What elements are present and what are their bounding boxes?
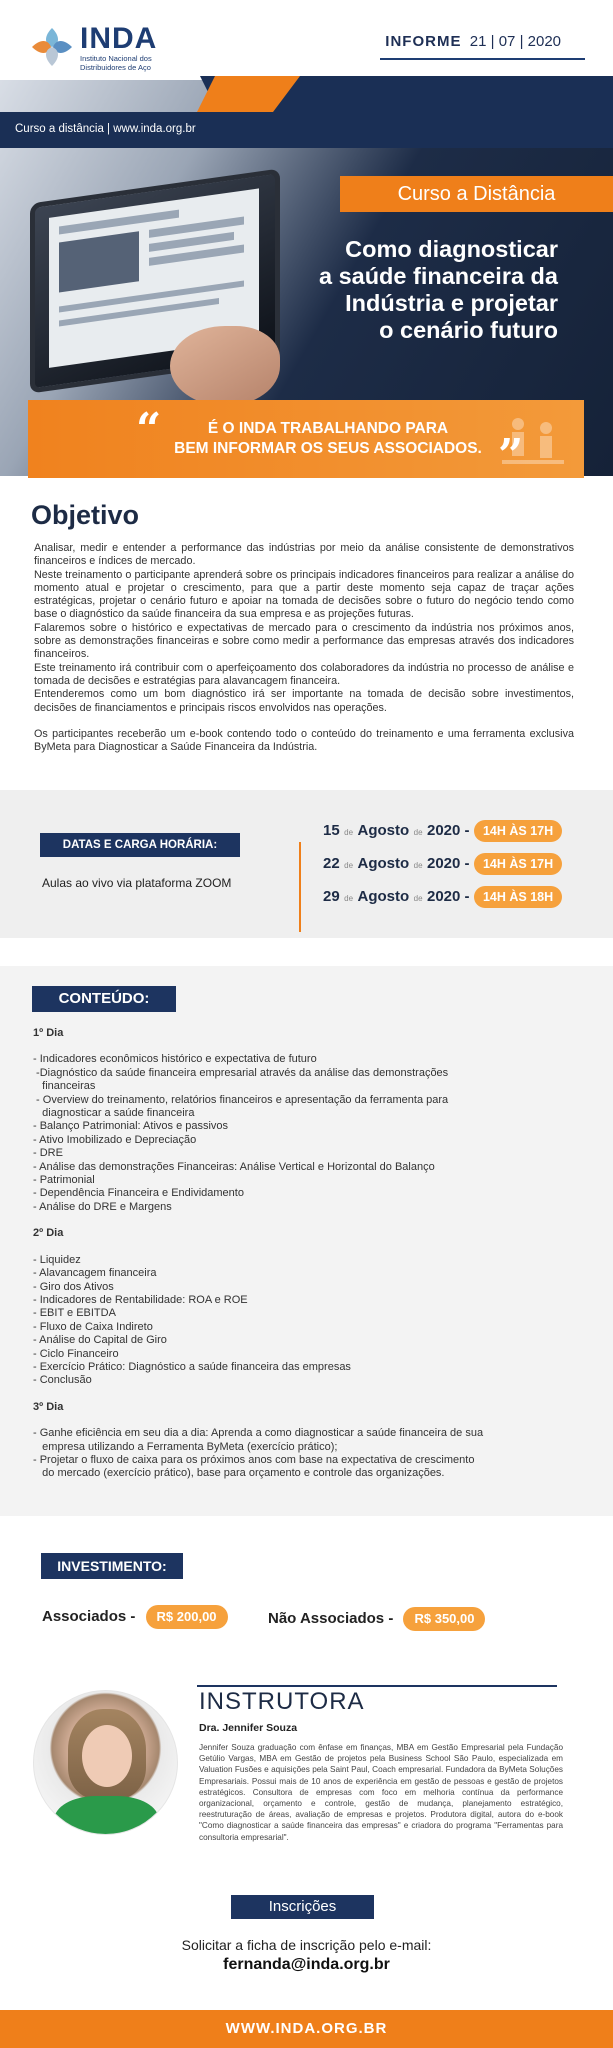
date-year: 2020 - [426, 822, 470, 840]
hero-title-line: o cenário futuro [379, 317, 558, 343]
header [0, 0, 613, 80]
hero-title [250, 236, 558, 344]
objetivo-paragraph: Falaremos sobre o histórico e expectativas de mercado para o crescimento da indústria nos próximos anos, sobre as demonstrações financeiras e sobre como medir a performance das empresas através dos indicadores financeiros. [34, 621, 574, 661]
motto-banner [28, 400, 584, 481]
non-associates-price-pill: R$ 350,00 [403, 1607, 485, 1631]
date-de: de [344, 828, 354, 838]
dates-divider [299, 842, 301, 932]
day-title: 2º Dia [33, 1227, 64, 1240]
motto-text [138, 419, 518, 459]
date-month: Agosto [357, 888, 410, 906]
list-item: - Alavancagem financeira [33, 1267, 157, 1280]
date-year: 2020 - [426, 888, 470, 906]
registration-email-link[interactable]: fernanda@inda.org.br [223, 1956, 390, 1973]
registration-tag: Inscrições [231, 1895, 374, 1919]
list-item: - Dependência Financeira e Endividamento [33, 1187, 244, 1200]
non-associates-label: Não Associados - [268, 1609, 394, 1627]
date-de: de [344, 894, 354, 904]
date-month: Agosto [357, 855, 410, 873]
list-item: - Giro dos Ativos [33, 1280, 114, 1293]
list-item: - Fluxo de Caixa Indireto [33, 1320, 153, 1333]
content-section [0, 966, 613, 1516]
instructor-photo [33, 1690, 178, 1835]
day-title: 3º Dia [33, 1400, 64, 1413]
list-item: - Ciclo Financeiro [33, 1347, 119, 1360]
registration-text: Solicitar a ficha de inscrição pelo e-mail: [181, 1937, 432, 1953]
dates-section [0, 790, 613, 938]
objetivo-paragraph: Analisar, medir e entender a performance das indústrias por meio da análise consistente de demonstrativos financeiros e índices de mercado. [34, 542, 574, 568]
close-quote-icon: ” [498, 430, 524, 481]
content-tag: CONTEÚDO: [32, 986, 176, 1012]
list-item: -Diagnóstico da saúde financeira empresarial através da análise das demonstrações [33, 1066, 449, 1079]
hero-title-line: Como diagnosticar [345, 236, 558, 262]
day-title: 1º Dia [33, 1027, 64, 1039]
list-item: - Overview do treinamento, relatórios financeiros e apresentação da ferramenta para [33, 1093, 449, 1106]
open-quote-icon: “ [136, 404, 162, 455]
associates-price-pill: R$ 200,00 [146, 1605, 228, 1629]
date-row [323, 886, 562, 908]
date-de: de [344, 861, 354, 871]
time-pill: 14H ÀS 17H [474, 820, 562, 842]
list-item: - Indicadores econômicos histórico e expectativa de futuro [33, 1053, 317, 1066]
list-item: - Projetar o fluxo de caixa para os próximos anos com base na expectativa de crescimento [33, 1453, 475, 1466]
date-year: 2020 - [426, 855, 470, 873]
list-item: - Ganhe eficiência em seu dia a dia: Aprenda a como diagnosticar a saúde financeira de sua [33, 1427, 484, 1440]
list-item: - Análise do DRE e Margens [33, 1200, 172, 1213]
hero-bar-text[interactable]: Curso a distância | www.inda.org.br [15, 123, 196, 135]
date-month: Agosto [357, 822, 410, 840]
list-item: - Liquidez [33, 1253, 81, 1266]
date-day: 22 [323, 855, 340, 873]
list-item: - Análise das demonstrações Financeiras: Análise Vertical e Horizontal do Balanço [33, 1160, 435, 1173]
objetivo-paragraph: Neste treinamento o participante aprenderá sobre os principais indicadores financeiros para realizar a análise do momento atual e projetar o crescimento, para que a partir deste momento seja capaz de traçar ações estratégicas, projetar o cenário futuro e apoiar na tomada de decisões sobre o futuro do negócio tendo como base o diagnóstico da saúde financeira da sua empresa e as projeções futuras. [34, 568, 574, 621]
list-item: - Patrimonial [33, 1174, 95, 1187]
list-item: - Balanço Patrimonial: Ativos e passivos [33, 1120, 229, 1133]
list-item: - EBIT e EBITDA [33, 1307, 116, 1320]
associates-label: Associados - [42, 1607, 136, 1625]
instructor-bio: Jennifer Souza graduação com ênfase em finanças, MBA em Gestão Empresarial pela Fundação Getúlio Vargas, MBA em Gestão de projetos pela Business School São Paulo, especializada em Valuation Fusões e aquisições pela Saint Paul, Coach empresarial. Fundadora da ByMeta Soluções Empresariais. Possui mais de 10 anos de experiência em gestão de pessoas e gestão de projetos estratégicos. Consultora de empresas com foco em melhoria contínua da performance organizacional, orçamento e controle, gestão de mudança, planejamento estratégico, reestruturação de áreas, avaliação de empresas e projetos. Produtora digital, autora do e-book "Como diagnosticar a saúde financeira das empresas" e criadora do programa "Ferramentas para consultoria empresarial". [199, 1743, 563, 1842]
list-item: - Conclusão [33, 1374, 92, 1387]
org-subtitle: Instituto Nacional dos Distribuidores de Aço [80, 54, 152, 72]
instructor-divider [197, 1685, 557, 1687]
time-pill: 14H ÀS 18H [474, 886, 562, 908]
header-divider [380, 58, 585, 60]
date-row [323, 820, 562, 842]
investment-tag: INVESTIMENTO: [41, 1553, 183, 1579]
informe-date: 21 | 07 | 2020 [469, 33, 561, 50]
motto-line: É O INDA TRABALHANDO PARA [207, 420, 449, 437]
objetivo-body [34, 542, 574, 754]
date-day: 15 [323, 822, 340, 840]
date-day: 29 [323, 888, 340, 906]
informe-title: INFORME [385, 33, 462, 50]
list-item: empresa utilizando a Ferramenta ByMeta (exercício prático); [33, 1440, 338, 1453]
list-item: do mercado (exercício prático), base para orçamento e controle das organizações. [33, 1467, 445, 1480]
objetivo-title: Objetivo [31, 500, 140, 530]
content-body [33, 1027, 573, 1481]
dates-subtitle: Aulas ao vivo via plataforma ZOOM [42, 876, 232, 890]
instructor-name: Dra. Jennifer Souza [199, 1722, 298, 1734]
date-de: de [413, 828, 423, 838]
list-item: - Exercício Prático: Diagnóstico a saúde financeira das empresas [33, 1360, 351, 1373]
list-item: - DRE [33, 1147, 63, 1160]
list-item: - Análise do Capital de Giro [33, 1334, 167, 1347]
date-de: de [413, 861, 423, 871]
workers-illustration-icon [498, 414, 568, 470]
associates-price [42, 1605, 228, 1631]
date-de: de [413, 894, 423, 904]
objetivo-paragraph: Este treinamento irá contribuir com o aperfeiçoamento dos colaboradores da indústria no processo de análise e tomada de decisões e estratégias para alavancagem financeira. [34, 661, 574, 687]
objetivo-paragraph: Os participantes receberão um e-book contendo todo o conteúdo do treinamento e uma ferramenta exclusiva ByMeta para Diagnosticar a Saúde Financeira da Indústria. [34, 727, 574, 754]
instructor-title: INSTRUTORA [199, 1688, 365, 1715]
date-row [323, 853, 562, 875]
list-item: - Indicadores de Rentabilidade: ROA e ROE [33, 1293, 248, 1306]
list-item: - Ativo Imobilizado e Depreciação [33, 1133, 197, 1146]
list-item: financeiras [33, 1080, 96, 1093]
hero-title-line: Indústria e projetar [345, 290, 558, 316]
time-pill: 14H ÀS 17H [474, 853, 562, 875]
footer-website-link[interactable]: WWW.INDA.ORG.BR [0, 2010, 613, 2048]
motto-line: BEM INFORMAR OS SEUS ASSOCIADOS. [174, 440, 482, 457]
inda-logo-icon [30, 26, 74, 68]
course-tag: Curso a Distância [340, 176, 613, 212]
informe-label [385, 33, 561, 50]
org-name: INDA [80, 22, 158, 55]
objetivo-paragraph: Entenderemos como um bom diagnóstico irá ser importante na tomada de decisão sobre investimentos, decisões de financiamentos e principais riscos envolvidos nas operações. [34, 688, 574, 714]
hero-title-line: a saúde financeira da [318, 263, 558, 289]
list-item: diagnosticar a saúde financeira [33, 1107, 195, 1120]
dates-tag: DATAS E CARGA HORÁRIA: [40, 833, 240, 857]
non-associates-price [268, 1607, 485, 1633]
hero-bar [0, 112, 613, 148]
hero-stripe [0, 76, 613, 116]
